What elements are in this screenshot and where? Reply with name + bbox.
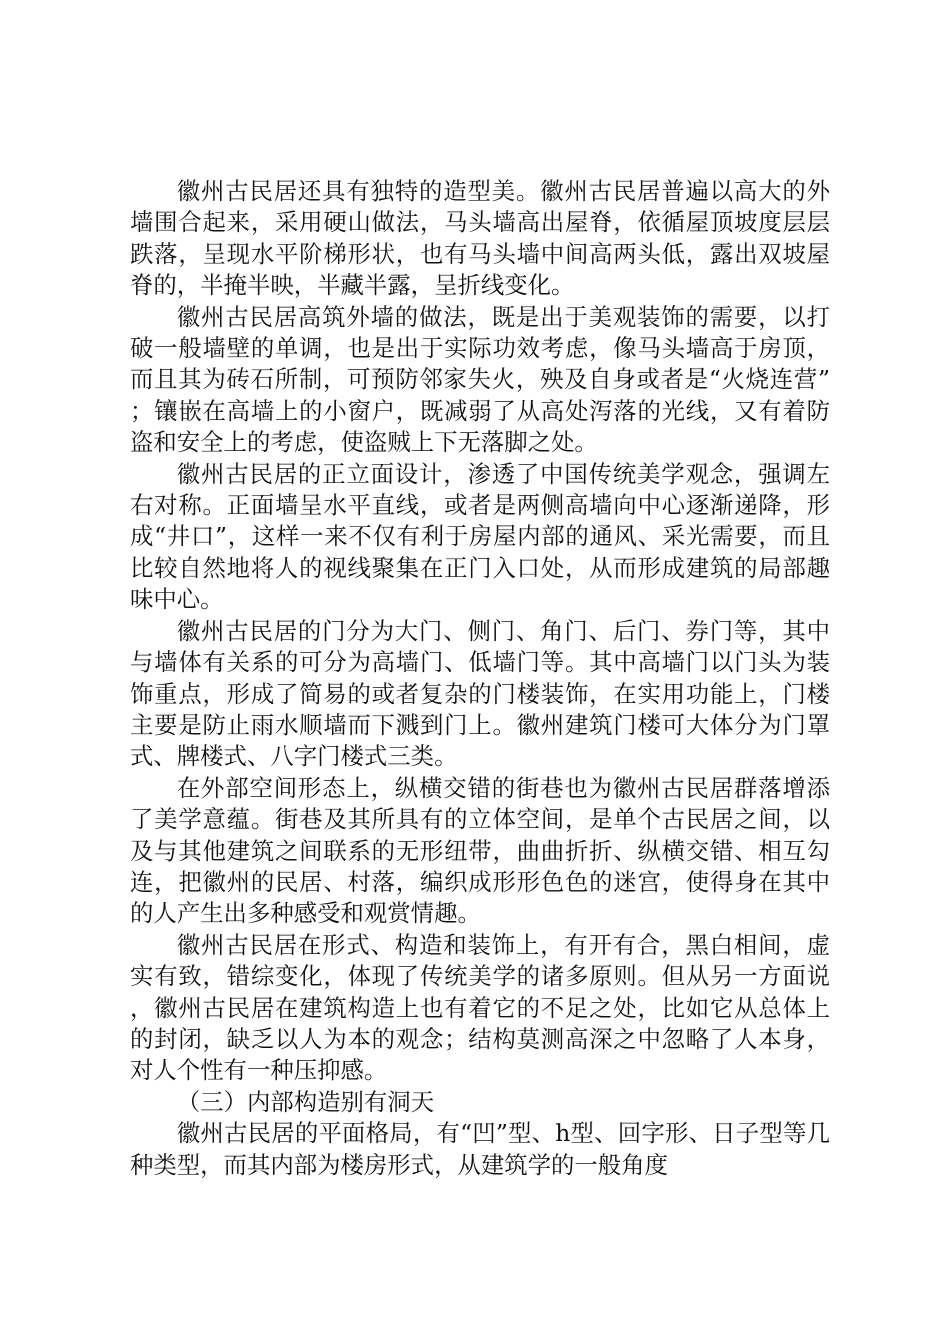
paragraph-aesthetics: 徽州古民居在形式、构造和装饰上，有开有合，黑白相间，虚实有致，错综变化，体现了传统美学的诸多原则。但从另一方面说，徽州古民居在建筑构造上也有着它的不足之处，比如它从总体上的封闭，缺乏以人为本的观念；结构莫测高深之中忽略了人本身，对人个性有一种压抑感。 <box>130 930 830 1085</box>
paragraph-doors: 徽州古民居的门分为大门、侧门、角门、后门、券门等，其中与墙体有关系的可分为高墙门、低墙门等。其中高墙门以门头为装饰重点，形成了简易的或者复杂的门楼装饰，在实用功能上，门楼主要是防止雨水顺墙而下溅到门上。徽州建筑门楼可大体分为门罩式、牌楼式、八字门楼式三类。 <box>130 616 830 771</box>
paragraph-high-walls: 徽州古民居高筑外墙的做法，既是出于美观装饰的需要，以打破一般墙壁的单调，也是出于实际功效考虑，像马头墙高于房顶，而且其为砖石所制，可预防邻家失火，殃及自身或者是“火烧连营”；镶嵌在高墙上的小窗户，既减弱了从高处泻落的光线，又有着防盗和安全上的考虑，使盗贼上下无落脚之处。 <box>130 302 830 457</box>
paragraph-streets: 在外部空间形态上，纵横交错的街巷也为徽州古民居群落增添了美学意蕴。街巷及其所具有的立体空间，是单个古民居之间，以及与其他建筑之间联系的无形纽带，曲曲折折、纵横交错、相互勾连，把徽州的民居、村落，编织成形形色色的迷宫，使得身在其中的人产生出多种感受和观赏情趣。 <box>130 773 830 928</box>
document-body <box>130 176 830 1181</box>
paragraph-floor-plan: 徽州古民居的平面格局，有“凹”型、h型、回字形、日子型等几种类型，而其内部为楼房形式，从建筑学的一般角度 <box>130 1119 830 1179</box>
section-heading: （三）内部构造别有洞天 <box>176 1087 435 1116</box>
paragraph-exterior-form: 徽州古民居还具有独特的造型美。徽州古民居普遍以高大的外墙围合起来，采用硬山做法，马头墙高出屋脊，依循屋顶坡度层层跌落，呈现水平阶梯形状，也有马头墙中间高两头低，露出双坡屋脊的，半掩半映，半藏半露，呈折线变化。 <box>130 177 830 300</box>
paragraph-facade-design: 徽州古民居的正立面设计，渗透了中国传统美学观念，强调左右对称。正面墙呈水平直线，或者是两侧高墙向中心逐渐递降，形成“井口”，这样一来不仅有利于房屋内部的通风、采光需要，而且比较自然地将人的视线聚集在正门入口处，从而形成建筑的局部趣味中心。 <box>130 459 830 614</box>
